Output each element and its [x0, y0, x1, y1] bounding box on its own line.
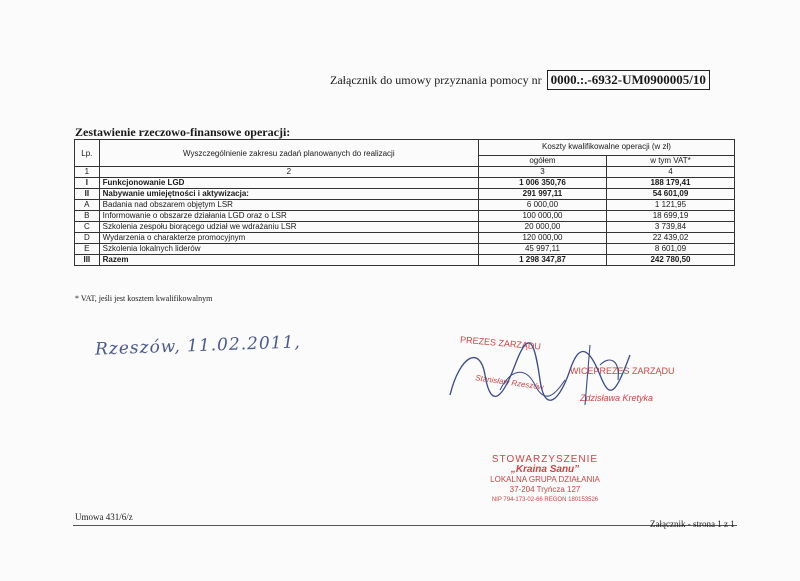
table-row — [75, 200, 735, 211]
assoc-address: 37-204 Tryńcza 127 — [509, 485, 581, 494]
table-row — [75, 244, 735, 255]
wiceprezes-stamp: WICEPREZES ZARZĄDU — [570, 366, 675, 376]
table-row — [75, 233, 735, 244]
row-vat: 54 601,09 — [606, 189, 734, 200]
col-num-1: 1 — [75, 167, 100, 178]
row-desc: Szkolenia lokalnych liderów — [99, 244, 478, 255]
row-total: 45 997,11 — [478, 244, 606, 255]
signature-icon — [440, 335, 640, 415]
wiceprezes-name-stamp: Zdzisława Kretyka — [580, 393, 654, 403]
table-row — [75, 222, 735, 233]
row-lp: A — [75, 200, 100, 211]
col-num-4: 4 — [606, 167, 734, 178]
row-lp: C — [75, 222, 100, 233]
assoc-name: STOWARZYSZENIE — [491, 454, 599, 465]
row-vat: 188 179,41 — [606, 178, 734, 189]
row-vat: 18 699,19 — [606, 211, 734, 222]
row-vat: 3 739,84 — [606, 222, 734, 233]
col-desc-header: Wyszczególnienie zakresu zadań planowanych do realizacji — [99, 140, 478, 167]
vat-footnote: * VAT, jeśli jest kosztem kwalifikowalnym — [75, 294, 213, 303]
agreement-number: 0000.:.-6932-UM0900005/10 — [547, 70, 710, 90]
prezes-name-stamp: Stanisław Rzeszów — [474, 373, 545, 392]
row-desc: Badania nad obszarem objętym LSR — [99, 200, 478, 211]
table-row — [75, 189, 735, 200]
row-total: 1 006 350,76 — [478, 178, 606, 189]
assoc-brand: „Kraina Sanu” — [510, 464, 580, 475]
row-lp: E — [75, 244, 100, 255]
row-total: 20 000,00 — [478, 222, 606, 233]
table-row — [75, 211, 735, 222]
row-lp: B — [75, 211, 100, 222]
row-vat: 22 439,02 — [606, 233, 734, 244]
row-total: 100 000,00 — [478, 211, 606, 222]
section-title: Zestawienie rzeczowo-finansowe operacji: — [75, 125, 291, 139]
footer-divider — [73, 525, 737, 526]
row-lp: III — [75, 255, 100, 266]
row-lp: D — [75, 233, 100, 244]
association-stamp — [480, 455, 610, 505]
row-desc: Razem — [99, 255, 478, 266]
row-total: 291 997,11 — [478, 189, 606, 200]
row-desc: Informowanie o obszarze działania LGD oraz o LSR — [99, 211, 478, 222]
financial-table — [74, 139, 735, 266]
assoc-ids: NIP 794-173-02-66 REGON 180153526 — [491, 497, 599, 503]
row-total: 6 000,00 — [478, 200, 606, 211]
assoc-type: LOKALNA GRUPA DZIAŁANIA — [490, 475, 600, 484]
place-date-handwritten: Rzeszów, 11.02.2011, — [94, 332, 302, 360]
table-row — [75, 178, 735, 189]
col-vat-header: w tym VAT* — [606, 155, 734, 166]
attachment-label: Załącznik do umowy przyznania pomocy nr — [330, 73, 542, 87]
row-desc: Funkcjonowanie LGD — [99, 178, 478, 189]
col-total-header: ogółem — [478, 155, 606, 166]
footer-page-number: Załącznik - strona 1 z 1 — [650, 519, 735, 529]
row-vat: 1 121,95 — [606, 200, 734, 211]
table-row — [75, 255, 735, 266]
col-costs-header: Koszty kwalifikowalne operacji (w zł) — [478, 140, 734, 156]
col-lp-header: Lp. — [75, 140, 100, 167]
col-num-2: 2 — [99, 167, 478, 178]
prezes-stamp: PREZES ZARZĄDU — [459, 334, 542, 352]
row-desc: Wydarzenia o charakterze promocyjnym — [99, 233, 478, 244]
row-lp: II — [75, 189, 100, 200]
row-vat: 8 601,09 — [606, 244, 734, 255]
row-total: 1 298 347,87 — [478, 255, 606, 266]
row-vat: 242 780,50 — [606, 255, 734, 266]
attachment-header — [330, 70, 710, 90]
table-body — [75, 178, 735, 266]
footer-agreement-ref: Umowa 431/6/z — [75, 512, 133, 522]
row-desc: Nabywanie umiejętności i aktywizacja: — [99, 189, 478, 200]
col-num-3: 3 — [478, 167, 606, 178]
row-total: 120 000,00 — [478, 233, 606, 244]
row-lp: I — [75, 178, 100, 189]
row-desc: Szkolenia zespołu biorącego udział we wdrażaniu LSR — [99, 222, 478, 233]
